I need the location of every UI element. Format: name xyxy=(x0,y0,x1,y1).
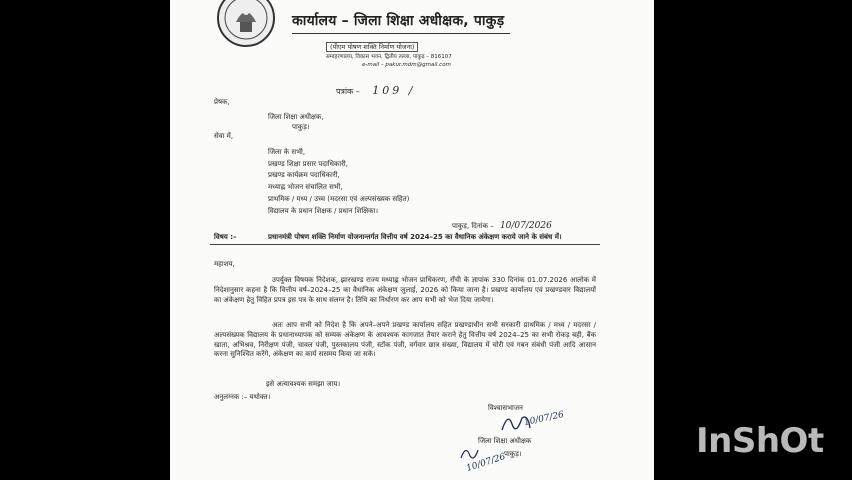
body-paragraph-2: अतः आप सभी को निदेश है कि अपने–अपने प्रखण्ड कार्यालय सहित प्रखण्डाधीन सभी सरकारी प्राथमिक / मध्य / मदरसा / अल्पसंख्यक विद्यालय के प्रधानाध्यापक को सम्यक अंकेक्षण के आवश्यक कागजात तैयार कराने हेतु वित्तीय वर्ष 2024–25 का सभी रोकड़ बही, बैंक खाता, अभिश्रव, निरीक्षण पंजी, चावल पंजी, पुस्तकालय पंजी, स्टॉक पंजी, वर्गवार छात्र संख्या, विद्यालय में चोरी एवं गबन संबंधी पंजी आदि आसान करना सुनिश्चित करेंगे, अंकेक्षण का कार्य ससमय किया जा सके। xyxy=(214,321,596,359)
signatory-title: जिला शिक्षा अधीक्षक xyxy=(478,437,532,445)
letter-document xyxy=(170,0,654,480)
date-label: पाकुड़, दिनांक – xyxy=(452,222,494,230)
closing-line: इसे अत्यावश्यक समझा जाय। xyxy=(266,380,341,388)
letter-number xyxy=(336,84,415,98)
scheme-name-box: (पीएम पोषण शक्ति निर्माण योजना) xyxy=(326,42,418,52)
letter-number-label: पत्रांक – xyxy=(336,87,360,96)
enclosure-line: अनुलग्नक :– यथोक्त। xyxy=(214,393,271,401)
office-address: समाहरणालय, विकास भवन, द्वितीय तल्ला, पाकुड़ – 816107 xyxy=(326,54,452,60)
letter-date xyxy=(452,221,552,232)
salutation: महाशय, xyxy=(214,260,235,268)
recipient-line: जिला के सभी, xyxy=(268,148,306,156)
sender-line-1: जिला शिक्षा अधीक्षक, xyxy=(268,113,324,121)
body-paragraph-1: उपर्युक्त विषयक निदेशक, झारखण्ड राज्य मध्याह्न भोजन प्राधिकरण, राँची के ज्ञापांक 330 दिनांक 01.07.2026 आलोक में निदेशानुसार कहना है कि वित्तीय वर्ष–2024–25 का वैधानिक अंकेक्षण जुलाई, 2026 को किया जाना है। प्रखण्ड कार्यालय एवं प्रखण्डवार विद्यालयों का अंकेक्षण हेतु विहित प्रपत्र इस पत्र के साथ संलग्न है। तिथि का निर्धारण कर आप सभी को भेज दिया जायेगा। xyxy=(214,276,596,304)
letter-number-value: 109 / xyxy=(372,84,416,97)
subject-divider xyxy=(210,244,600,245)
recipient-label: सेवा में, xyxy=(214,132,234,140)
office-title: कार्यालय – जिला शिक्षा अधीक्षक, पाकुड़ xyxy=(292,13,505,29)
signature-salutation: विश्वासभाजन xyxy=(488,404,523,412)
recipient-line: प्रखण्ड कार्यक्रम पदाधिकारी, xyxy=(268,171,340,179)
office-seal-logo xyxy=(214,0,278,48)
subject-label: विषय :– xyxy=(214,233,237,241)
app-watermark: InShOt xyxy=(696,421,824,461)
recipient-line: प्रखण्ड शिक्षा प्रसार पदाधिकारी, xyxy=(268,160,348,168)
initials-hand-date: 10/07/26 xyxy=(465,452,507,475)
date-value: 10/07/2026 xyxy=(499,221,552,231)
subject-text: प्रधानमंत्री पोषण शक्ति निर्माण योजनान्तर्गत वित्तीय वर्ष 2024–25 का वैधानिक अंकेक्षण कराये जाने के संबंध में। xyxy=(268,233,562,241)
signatory-place: पाकुड़। xyxy=(504,450,522,458)
signature-hand-date: 10/07/26 xyxy=(523,409,565,429)
office-email: e-mail – pakur.mdm@gmail.com xyxy=(362,62,451,68)
sender-label: प्रेषक, xyxy=(214,98,230,106)
recipient-line: मध्याह्न भोजन संचालित सभी, xyxy=(268,183,343,191)
sender-line-2: पाकुड़। xyxy=(292,123,310,131)
recipient-line: विद्यालय के प्रधान शिक्षक / प्रधान शिक्षिका। xyxy=(268,207,379,215)
recipient-line: प्राथमिक / मध्य / उच्च (मदरसा एवं अल्पसंख्यक सहित) xyxy=(268,195,410,203)
